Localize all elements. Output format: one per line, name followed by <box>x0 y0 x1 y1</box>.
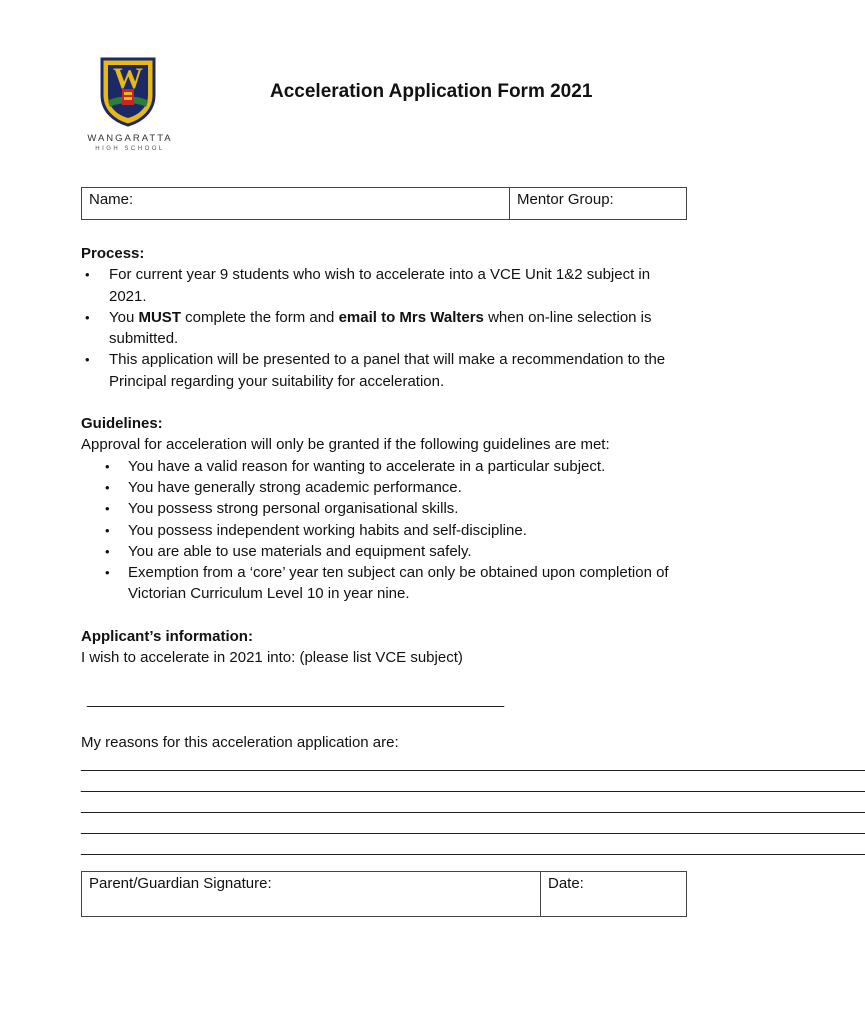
subject-blank-line[interactable]: __________________________________________________ <box>87 691 505 709</box>
reason-blank-line[interactable]: ______________________________________________________________________________________________ <box>81 775 865 793</box>
mentor-group-field[interactable] <box>510 188 687 220</box>
name-label: Name: <box>89 191 134 208</box>
reason-blank-line[interactable]: ______________________________________________________________________________________________ <box>81 817 865 835</box>
applicant-heading: Applicant’s information: <box>81 627 253 645</box>
guidelines-heading: Guidelines: <box>81 415 163 433</box>
guideline-item: • You have a valid reason for wanting to accelerate in a particular subject. <box>81 456 691 477</box>
logo-letter: W <box>113 62 143 95</box>
guidelines-list <box>81 456 691 605</box>
process-heading: Process: <box>81 245 145 262</box>
reasons-prompt: My reasons for this acceleration application are: <box>81 733 399 751</box>
process-text: when on-line selection is submitted. <box>109 308 652 348</box>
date-label: Date: <box>548 875 584 892</box>
process-text: complete the form and <box>180 308 339 326</box>
form-content <box>81 243 865 858</box>
mentor-group-label: Mentor Group: <box>517 191 614 208</box>
guideline-item: • You possess strong personal organisational skills. <box>81 498 691 519</box>
reason-blank-line[interactable]: ______________________________________________________________________________________________ <box>81 754 865 772</box>
guideline-item: • You are able to use materials and equipment safely. <box>81 541 691 562</box>
page-title: Acceleration Application Form 2021 <box>270 81 593 102</box>
reason-blank-line[interactable]: ______________________________________________________________________________________________ <box>81 838 865 856</box>
guideline-item: • You possess independent working habits and self-discipline. <box>81 520 691 541</box>
process-item: • For current year 9 students who wish to accelerate into a VCE Unit 1&2 subject in 2021. <box>81 264 691 307</box>
date-field[interactable] <box>541 872 687 917</box>
subject-prompt: I wish to accelerate in 2021 into: (please list VCE subject) <box>81 649 463 667</box>
reasons-lines[interactable] <box>81 753 865 858</box>
signature-box <box>81 871 687 917</box>
process-emphasis: email to Mrs Walters <box>338 308 484 326</box>
school-crest-icon <box>98 55 158 127</box>
school-name: WANGARATTA <box>87 133 173 144</box>
name-field[interactable] <box>82 188 510 220</box>
school-subtitle: HIGH SCHOOL <box>95 146 165 152</box>
signature-label: Parent/Guardian Signature: <box>89 875 272 892</box>
process-item: • This application will be presented to a panel that will make a recommendation to the Principal regarding your suitability for acceleration. <box>81 349 691 392</box>
guideline-item: • You have generally strong academic performance. <box>81 477 691 498</box>
process-text: You <box>109 308 139 326</box>
name-box <box>81 187 687 220</box>
guideline-item: • Exemption from a ‘core’ year ten subject can only be obtained upon completion of Victorian Curriculum Level 10 in year nine. <box>81 562 691 605</box>
process-emphasis: MUST <box>138 308 181 326</box>
process-item <box>81 307 691 350</box>
reason-blank-line[interactable]: ______________________________________________________________________________________________ <box>81 796 865 814</box>
guidelines-intro: Approval for acceleration will only be granted if the following guidelines are met: <box>81 436 610 454</box>
signature-field[interactable] <box>82 872 541 917</box>
process-list <box>81 264 691 392</box>
